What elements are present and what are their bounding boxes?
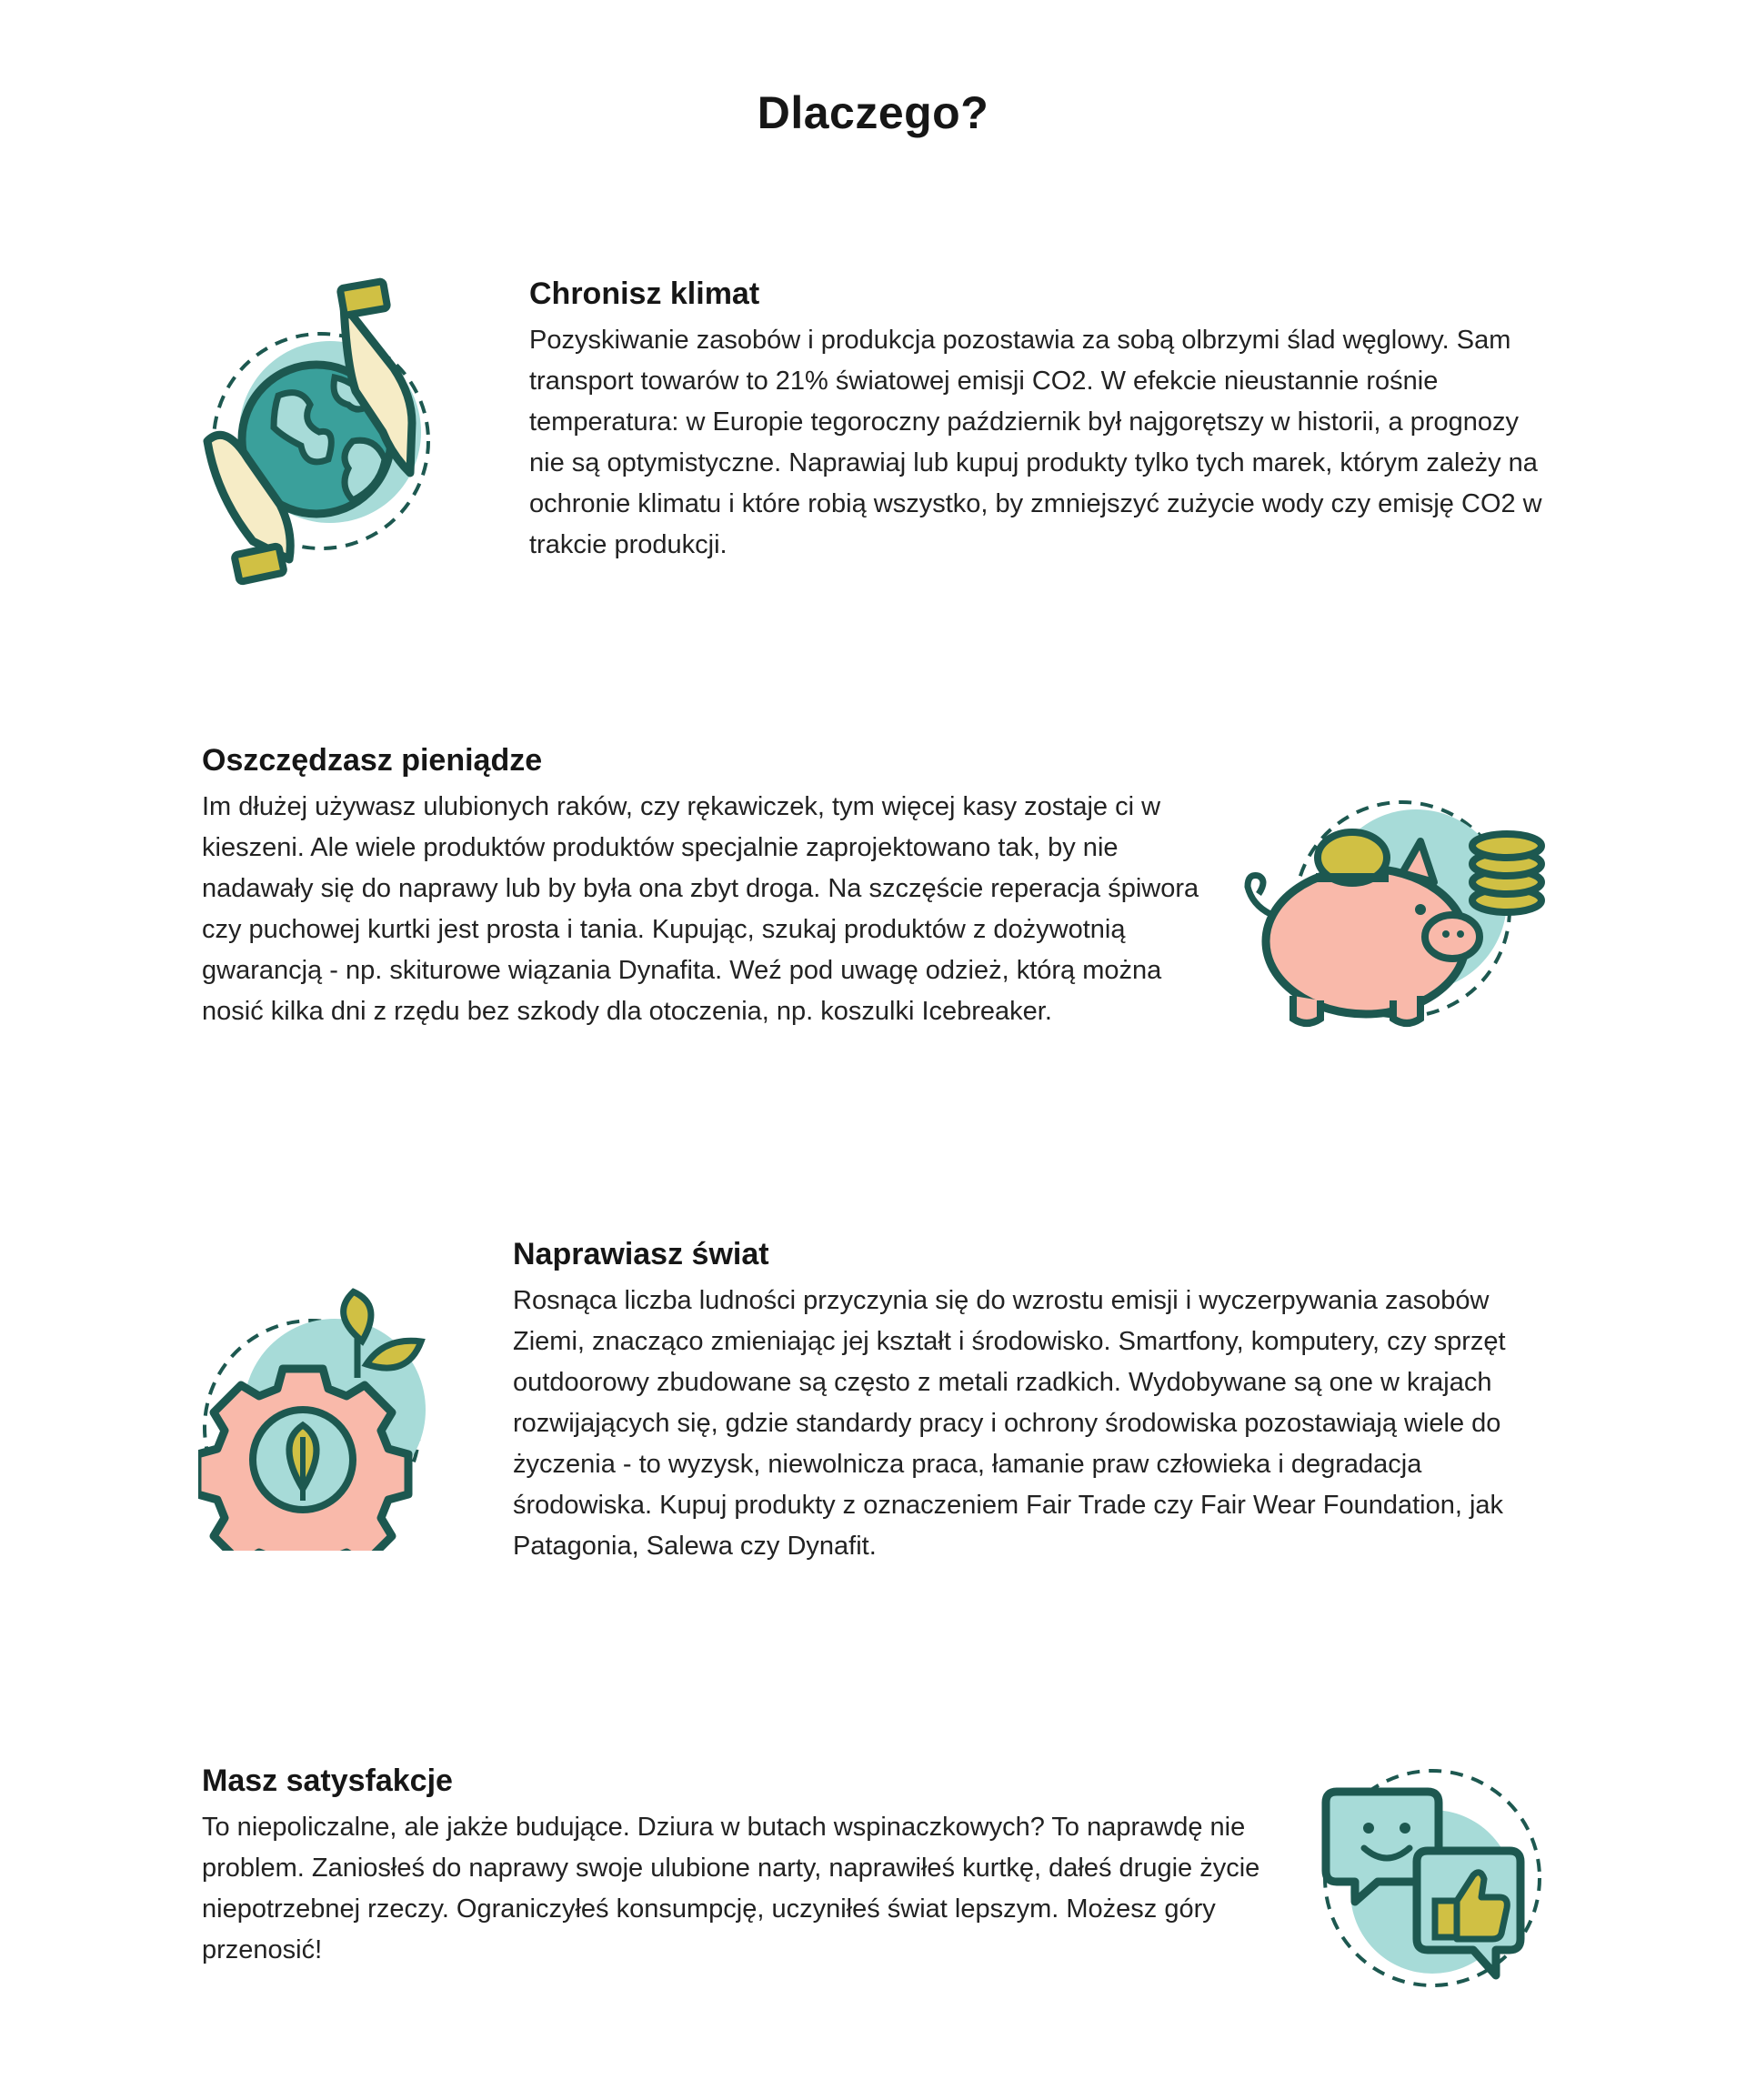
piggy-bank-icon bbox=[1239, 787, 1548, 1041]
section-world bbox=[513, 1235, 1559, 1567]
chat-thumbs-up-icon bbox=[1319, 1764, 1546, 1992]
section-text: Rosnąca liczba ludności przyczynia się do wzrostu emisji i wyczerpywania zasobów Ziemi, znacząco zmieniając jej kształt i środowisko. Smartfony, komputery, czy sprzęt outdoorowy zbudowane są często z metali rzadkich. Wydobywane są one w krajach rozwijających się, gdzie standardy pracy i ochrony środowiska pozostawiają wiele do życzenia - to wyzysk, niewolnicza praca, łamanie praw człowieka i degradacja środowiska. Kupuj produkty z oznaczeniem Fair Trade czy Fair Wear Foundation, jak Patagonia, Salewa czy Dynafit. bbox=[513, 1286, 1506, 1561]
section-text: Im dłużej używasz ulubionych raków, czy rękawiczek, tym więcej kasy zostaje ci w kieszeni. Ale wiele produktów produktów specjalnie zaprojektowano tak, by nie nadawały się do naprawy lub by była ona zbyt droga. Na szczęście reperacja śpiwora czy puchowej kurtki jest prosta i tania. Kupując, szukaj produktów z dożywotnią gwarancją - np. skiturowe wiązania Dynafita. Weź pod uwagę odzież, którą można nosić kilka dni z rzędu bez szkody dla otoczenia, np. koszulki Icebreaker. bbox=[202, 792, 1199, 1026]
section-satisfaction bbox=[202, 1762, 1275, 1971]
section-text: Pozyskiwanie zasobów i produkcja pozostawia za sobą olbrzymi ślad węglowy. Sam transport towarów to 21% światowej emisji CO2. W efekcie nieustannie rośnie temperatura: w Europie tegoroczny październik był najgorętszy w historii, a prognozy nie są optymistyczne. Naprawiaj lub kupuj produkty tylko tych marek, którym zależy na ochronie klimatu i które robią wszystko, by zmniejszyć zużycie wody czy emisję CO2 w trakcie produkcji. bbox=[529, 326, 1542, 559]
section-title: Oszczędzasz pieniądze bbox=[202, 743, 543, 778]
gear-leaf-icon bbox=[198, 1278, 444, 1551]
section-title: Naprawiasz świat bbox=[513, 1237, 769, 1271]
section-title: Masz satysfakcje bbox=[202, 1763, 453, 1798]
section-text: To niepoliczalne, ale jakże budujące. Dziura w butach wspinaczkowych? To naprawdę nie problem. Zaniosłeś do naprawy swoje ulubione narty, naprawiłeś kurtkę, dałeś drugie życie niepotrzebnej rzeczy. Ograniczyłeś konsumpcję, uczyniłeś świat lepszym. Możesz góry przenosić! bbox=[202, 1813, 1260, 1964]
globe-hands-icon bbox=[198, 277, 444, 605]
section-money bbox=[202, 741, 1211, 1032]
section-climate bbox=[529, 275, 1548, 566]
section-title: Chronisz klimat bbox=[529, 276, 760, 311]
page-title: Dlaczego? bbox=[757, 87, 989, 138]
